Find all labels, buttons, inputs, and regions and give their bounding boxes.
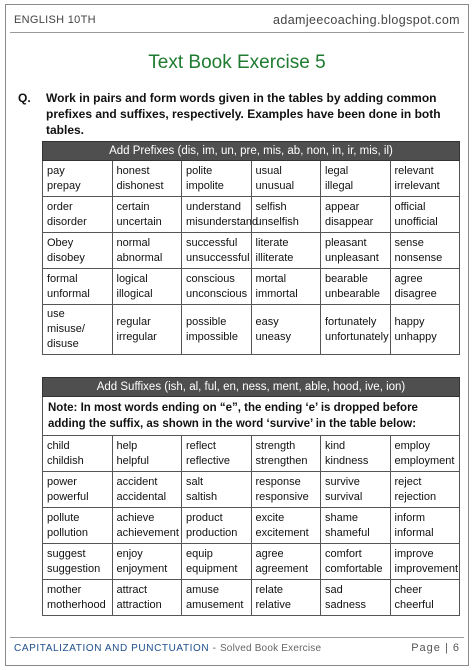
base-word: agree — [255, 547, 284, 560]
prefix-table-cell — [112, 197, 182, 233]
question-label: Q. — [18, 91, 31, 105]
base-word: amuse — [186, 583, 220, 596]
base-word: logical — [116, 272, 148, 285]
prefix-table-row — [43, 269, 460, 305]
formed-word: unpleasant — [325, 251, 379, 264]
base-word: agree — [394, 272, 423, 285]
base-word: improve — [394, 547, 434, 560]
prefix-table-cell — [43, 305, 113, 355]
suffix-table-heading: Add Suffixes (ish, al, ful, en, ness, ment, able, hood, ive, ion) — [43, 378, 460, 397]
suffix-table-cell — [390, 544, 460, 580]
formed-word: survival — [325, 490, 363, 503]
base-word: mother — [47, 583, 82, 596]
formed-word: production — [186, 526, 238, 539]
prefix-table-cell — [390, 233, 460, 269]
header-site: adamjeecoaching.blogspot.com — [272, 13, 460, 27]
prefix-table-cell — [251, 197, 321, 233]
page-title: Text Book Exercise 5 — [148, 52, 326, 73]
prefix-table-cell — [251, 305, 321, 355]
formed-word: accidental — [116, 490, 167, 503]
suffix-table-cell — [390, 436, 460, 472]
base-word: polite — [186, 164, 213, 177]
base-word: possible — [186, 315, 227, 328]
suffix-table-cell — [251, 472, 321, 508]
prefix-table-cell — [321, 161, 391, 197]
formed-word: impolite — [186, 179, 224, 192]
suffix-table-cell — [390, 508, 460, 544]
formed-word: disobey — [47, 251, 85, 264]
formed-word: rejection — [394, 490, 437, 503]
prefix-table-cell — [112, 269, 182, 305]
base-word: easy — [255, 315, 279, 328]
formed-word: strengthen — [255, 454, 308, 467]
suffix-table-cell — [390, 472, 460, 508]
base-word: understand — [186, 200, 242, 213]
formed-word: excitement — [255, 526, 309, 539]
suffix-table-cell — [182, 508, 252, 544]
prefix-table-cell — [182, 161, 252, 197]
formed-word: uncertain — [116, 215, 162, 228]
formed-word: misuse/ — [47, 323, 85, 335]
base-word: inform — [394, 511, 426, 524]
base-word: pollute — [47, 511, 80, 524]
prefix-table-cell — [390, 305, 460, 355]
suffix-table-row — [43, 544, 460, 580]
base-word: employ — [394, 439, 430, 452]
suffix-table — [42, 377, 460, 616]
suffix-table-cell — [43, 544, 113, 580]
formed-word: comfortable — [325, 562, 383, 575]
question-text: Work in pairs and form words given in the tables by adding common prefixes and suffixes, respectively. Examples have been done in both tables. — [46, 91, 441, 137]
base-word: sad — [325, 583, 343, 596]
base-word: usual — [255, 164, 282, 177]
formed-word: relative — [255, 598, 291, 611]
prefix-table-cell — [321, 269, 391, 305]
base-word: official — [394, 200, 426, 213]
prefix-table-cell — [390, 161, 460, 197]
formed-word: powerful — [47, 490, 89, 503]
formed-word: suggestion — [47, 562, 101, 575]
formed-word: misunderstand — [186, 215, 259, 228]
prefix-table-cell — [321, 197, 391, 233]
base-word: honest — [116, 164, 150, 177]
base-word: successful — [186, 236, 238, 249]
formed-word: disagree — [394, 287, 437, 300]
suffix-table-cell — [112, 580, 182, 616]
page-header — [14, 10, 460, 28]
base-word: shame — [325, 511, 359, 524]
base-word: appear — [325, 200, 360, 213]
base-word: attract — [116, 583, 148, 596]
suffix-table-cell — [112, 436, 182, 472]
formed-word: unconscious — [186, 287, 248, 300]
footer-subtitle: Solved Book Exercise — [219, 643, 322, 654]
base-word: reflect — [186, 439, 216, 452]
base-word: help — [116, 439, 138, 452]
formed-word: informal — [394, 526, 434, 539]
formed-word: irregular — [116, 330, 157, 343]
formed-word: improvement — [394, 562, 459, 575]
base-word: formal — [47, 272, 78, 285]
suffix-table-cell — [43, 436, 113, 472]
prefix-table-cell — [112, 161, 182, 197]
footer-chapter-title: CAPITALIZATION AND PUNCTUATION — [14, 643, 210, 654]
formed-word: responsive — [255, 490, 309, 503]
base-word: regular — [116, 315, 151, 328]
base-word: pay — [47, 164, 65, 177]
base-word: relate — [255, 583, 284, 596]
prefix-table-cell — [182, 197, 259, 233]
suffix-table-cell — [321, 580, 391, 616]
prefix-table-cell — [182, 269, 252, 305]
formed-word: impossible — [186, 330, 238, 343]
formed-word: cheerful — [394, 598, 434, 611]
base-word: literate — [255, 236, 289, 249]
suffix-table-cell — [182, 580, 252, 616]
base-word: pleasant — [325, 236, 367, 249]
formed-word: illogical — [116, 287, 153, 300]
prefix-table-cell — [43, 269, 113, 305]
base-word: bearable — [325, 272, 368, 285]
formed-word: unofficial — [394, 215, 438, 228]
formed-word: kindness — [325, 454, 369, 467]
suffix-table-cell — [251, 508, 321, 544]
footer-divider — [10, 637, 464, 638]
base-word: power — [47, 475, 77, 488]
formed-word: disorder — [47, 215, 87, 228]
base-word: selfish — [255, 200, 287, 213]
suffix-table-row — [43, 580, 460, 616]
prefix-table-cell — [112, 305, 182, 355]
formed-word: nonsense — [394, 251, 443, 264]
formed-word: unhappy — [394, 330, 437, 343]
suffix-table-cell — [321, 436, 391, 472]
suffix-table-cell — [43, 472, 113, 508]
base-word: accident — [116, 475, 158, 488]
formed-word: pollution — [47, 526, 88, 539]
base-word: fortunately — [325, 315, 377, 328]
suffix-table-cell — [251, 580, 321, 616]
formed-word: amusement — [186, 598, 244, 611]
prefix-table-cell — [251, 233, 321, 269]
suffix-table-row — [43, 508, 460, 544]
prefix-table-cell — [182, 233, 252, 269]
base-word: kind — [325, 439, 346, 452]
prefix-table-row — [43, 233, 460, 269]
suffix-table-cell — [112, 508, 182, 544]
prefix-table-row — [43, 197, 460, 233]
header-subject: ENGLISH 10TH — [14, 14, 96, 26]
base-word: certain — [116, 200, 150, 213]
suffix-table-cell — [390, 580, 460, 616]
formed-word: childish — [47, 454, 84, 467]
suffix-table-cell — [182, 436, 252, 472]
formed-word: shameful — [325, 526, 370, 539]
prefix-table-cell — [251, 161, 321, 197]
formed-word: prepay — [47, 179, 81, 192]
suffix-table-row — [43, 472, 460, 508]
formed-word: unselfish — [255, 215, 299, 228]
formed-word: illegal — [325, 179, 354, 192]
suffix-table-cell — [182, 472, 252, 508]
formed-word: irrelevant — [394, 179, 440, 192]
base-word: happy — [394, 315, 425, 328]
suffix-table-cell — [321, 472, 391, 508]
base-word: comfort — [325, 547, 362, 560]
base-word: sense — [394, 236, 424, 249]
prefix-table-cell — [251, 269, 321, 305]
prefix-table-cell — [321, 305, 391, 355]
suffix-table-cell — [43, 508, 113, 544]
formed-word: unusual — [255, 179, 295, 192]
page-footer — [14, 642, 460, 658]
base-word: use — [47, 308, 65, 320]
base-word: product — [186, 511, 223, 524]
suffix-table-cell — [321, 544, 391, 580]
base-word: survive — [325, 475, 360, 488]
formed-word: helpful — [116, 454, 149, 467]
base-word: achieve — [116, 511, 155, 524]
suffix-table-cell — [321, 508, 391, 544]
formed-word: reflective — [186, 454, 231, 467]
suffix-table-row — [43, 436, 460, 472]
base-word: order — [47, 200, 73, 213]
formed-word: agreement — [255, 562, 309, 575]
suffix-table-cell — [43, 580, 113, 616]
formed-word: saltish — [186, 490, 218, 503]
prefix-table-row — [43, 305, 460, 355]
formed-word: unfortunately — [325, 330, 389, 343]
base-word: salt — [186, 475, 204, 488]
base-word: conscious — [186, 272, 235, 285]
prefix-table-cell — [112, 233, 182, 269]
formed-word: sadness — [325, 598, 366, 611]
formed-word: attraction — [116, 598, 162, 611]
base-word: Obey — [47, 236, 74, 249]
formed-word: employment — [394, 454, 455, 467]
header-divider — [10, 32, 464, 33]
prefix-table-cell — [43, 161, 113, 197]
base-word: excite — [255, 511, 285, 524]
suffix-note: Note: In most words ending on “e”, the ending ‘e’ is dropped before adding the suffix, as shown in the word ‘survive’ in the table below: — [43, 397, 460, 436]
prefix-table-heading: Add Prefixes (dis, im, un, pre, mis, ab, non, in, ir, mis, il) — [43, 142, 460, 161]
footer-separator: - — [209, 643, 220, 654]
formed-word: disappear — [325, 215, 374, 228]
suffix-table-cell — [112, 544, 182, 580]
formed-word: unbearable — [325, 287, 381, 300]
suffix-table-cell — [251, 436, 321, 472]
formed-word: dishonest — [116, 179, 164, 192]
base-word: strength — [255, 439, 296, 452]
prefix-table-cell — [43, 233, 113, 269]
base-word: normal — [116, 236, 151, 249]
formed-word: immortal — [255, 287, 298, 300]
base-word: enjoy — [116, 547, 143, 560]
base-word: legal — [325, 164, 349, 177]
formed-word: illiterate — [255, 251, 294, 264]
base-word: equip — [186, 547, 213, 560]
base-word: cheer — [394, 583, 423, 596]
suffix-table-cell — [251, 544, 321, 580]
formed-word: unformal — [47, 287, 90, 300]
base-word: child — [47, 439, 70, 452]
footer-chapter — [14, 643, 321, 654]
prefix-table-cell — [43, 197, 113, 233]
suffix-table-cell — [112, 472, 182, 508]
base-word: mortal — [255, 272, 287, 285]
formed-word: unsuccessful — [186, 251, 250, 264]
formed-word: enjoyment — [116, 562, 168, 575]
prefix-table-cell — [390, 197, 460, 233]
formed-word: uneasy — [255, 330, 291, 343]
suffix-table-cell — [182, 544, 252, 580]
prefix-table-cell — [182, 305, 252, 355]
formed-word: motherhood — [47, 598, 106, 611]
footer-page-number: Page | 6 — [411, 642, 460, 654]
formed-word: achievement — [116, 526, 179, 539]
base-word: response — [255, 475, 301, 488]
formed-word: abnormal — [116, 251, 163, 264]
prefix-table — [42, 141, 460, 355]
base-word: suggest — [47, 547, 86, 560]
base-word: reject — [394, 475, 422, 488]
formed-word: equipment — [186, 562, 238, 575]
formed-word: disuse — [47, 338, 79, 350]
prefix-table-cell — [321, 233, 391, 269]
base-word: relevant — [394, 164, 434, 177]
prefix-table-row — [43, 161, 460, 197]
prefix-table-cell — [390, 269, 460, 305]
